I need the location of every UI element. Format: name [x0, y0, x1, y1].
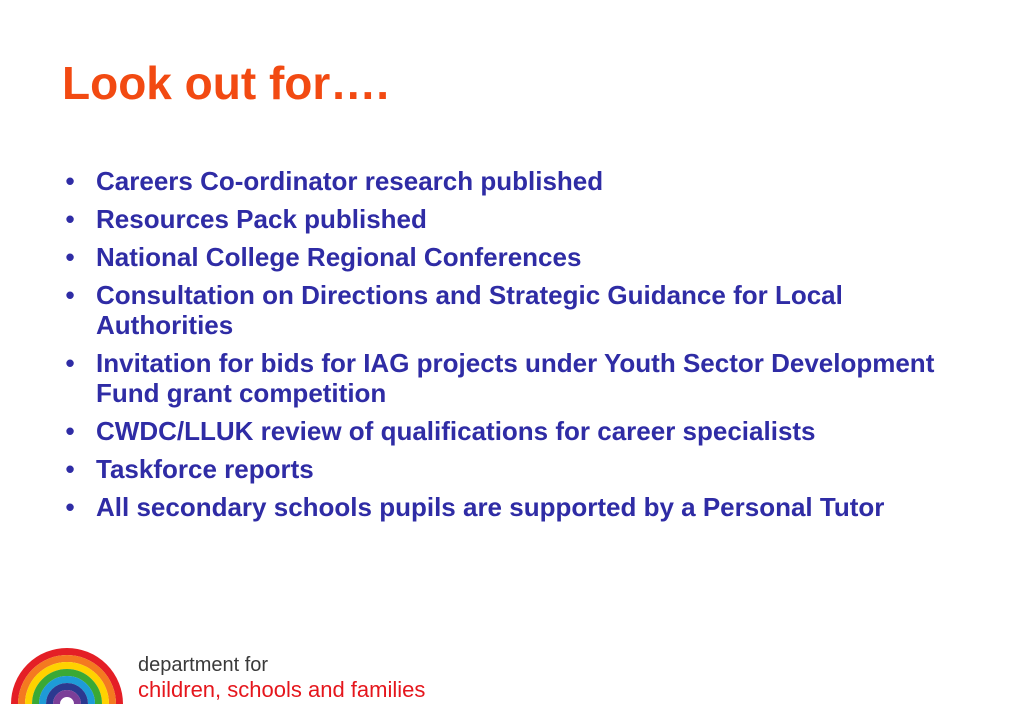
list-item	[60, 242, 940, 272]
rainbow-logo-icon	[8, 640, 126, 706]
rainbow-arc	[57, 694, 78, 705]
bullet-icon: •	[65, 492, 75, 522]
logo-text-department: department for	[138, 654, 269, 676]
list-item	[60, 204, 940, 234]
list-item-text: Invitation for bids for IAG projects under Youth Sector Development Fund grant competition	[96, 348, 935, 408]
list-item-text: Careers Co-ordinator research published	[96, 166, 604, 196]
list-item	[60, 280, 940, 340]
bullet-icon: •	[65, 204, 75, 234]
list-item	[60, 166, 940, 196]
bullet-icon: •	[65, 166, 75, 196]
bullet-icon: •	[65, 348, 75, 378]
bullet-list	[60, 166, 940, 530]
list-item	[60, 454, 940, 484]
bullet-icon: •	[65, 280, 75, 310]
list-item	[60, 348, 940, 408]
bullet-icon: •	[65, 416, 75, 446]
logo-text-children-schools-families: children, schools and families	[138, 677, 426, 702]
list-item-text: Resources Pack published	[96, 204, 427, 234]
dcsf-logo	[8, 640, 468, 706]
slide-title: Look out for….	[62, 57, 390, 109]
list-item	[60, 416, 940, 446]
list-item-text: National College Regional Conferences	[96, 242, 582, 272]
bullet-icon: •	[65, 242, 75, 272]
list-item	[60, 492, 940, 522]
list-item-text: Taskforce reports	[96, 454, 314, 484]
list-item-text: All secondary schools pupils are supported by a Personal Tutor	[96, 492, 885, 522]
list-item-text: CWDC/LLUK review of qualifications for career specialists	[96, 416, 816, 446]
bullet-icon: •	[65, 454, 75, 484]
list-item-text: Consultation on Directions and Strategic Guidance for Local Authorities	[96, 280, 843, 340]
